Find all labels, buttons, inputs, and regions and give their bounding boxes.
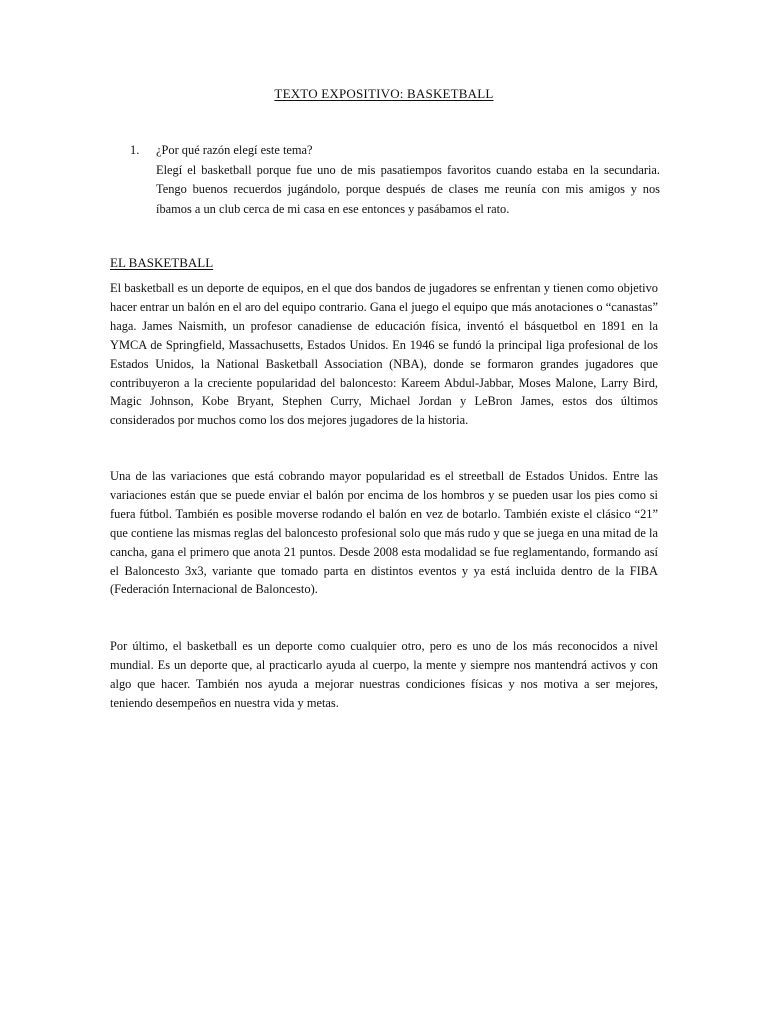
question-text: ¿Por qué razón elegí este tema? [156,143,313,157]
answer-text: Elegí el basketball porque fue uno de mis pasatiempos favoritos cuando estaba en la secundaria. Tengo buenos recuerdos jugándolo, porque después de clases me reunía con mis amigos y nos íbamos a un club cerca de mi casa en ese entonces y pasábamos el rato. [156,162,660,216]
body-paragraph: El basketball es un deporte de equipos, en el que dos bandos de jugadores se enfrentan y tienen como objetivo hacer entrar un balón en el aro del equipo contrario. Gana el juego el equipo que más anotaciones o “canastas” haga. James Naismith, un profesor canadiense de educación física, inventó el básquetbol en 1891 en la YMCA de Springfield, Massachusetts, Estados Unidos. En 1946 se fundó la principal liga profesional de los Estados Unidos, la National Basketball Association (NBA), donde se formaron grandes jugadores que contribuyeron a la creciente popularidad del baloncesto: Kareem Abdul-Jabbar, Moses Malone, Larry Bird, Magic Johnson, Kobe Bryant, Stephen Curry, Michael Jordan y LeBron James, estos dos últimos considerados por muchos como los dos mejores jugadores de la historia. [110,281,658,428]
document-title-text: TEXTO EXPOSITIVO: BASKETBALL [274,86,494,101]
section-heading: EL BASKETBALL [110,255,214,270]
document-title [0,85,768,103]
question-list-item [130,141,660,219]
body-paragraph: Una de las variaciones que está cobrando mayor popularidad es el streetball de Estados Unidos. Entre las variaciones están que se puede enviar el balón por encima de los hombros y se pueden usar los pies como si fuera fútbol. También es posible moverse rodando el balón en vez de botarlo. También existe el clásico “21” que contiene las mismas reglas del baloncesto profesional solo que más rudo y que se juega en una mitad de la cancha, gana el primero que anota 21 puntos. Desde 2008 esta modalidad se fue reglamentando, formando así el Baloncesto 3x3, variante que tomado parta en distintos eventos y ya está incluida dentro de la FIBA (Federación Internacional de Baloncesto). [110,469,658,597]
body-paragraph: Por último, el basketball es un deporte como cualquier otro, pero es uno de los más reconocidos a nivel mundial. Es un deporte que, al practicarlo ayuda al cuerpo, la mente y siempre nos mantendrá activos y con algo que hacer. También nos ayuda a mejorar nuestras condiciones físicas y nos motiva a ser mejores, teniendo desempeños en nuestra vida y metas. [110,639,658,710]
list-number: 1. [130,143,140,157]
